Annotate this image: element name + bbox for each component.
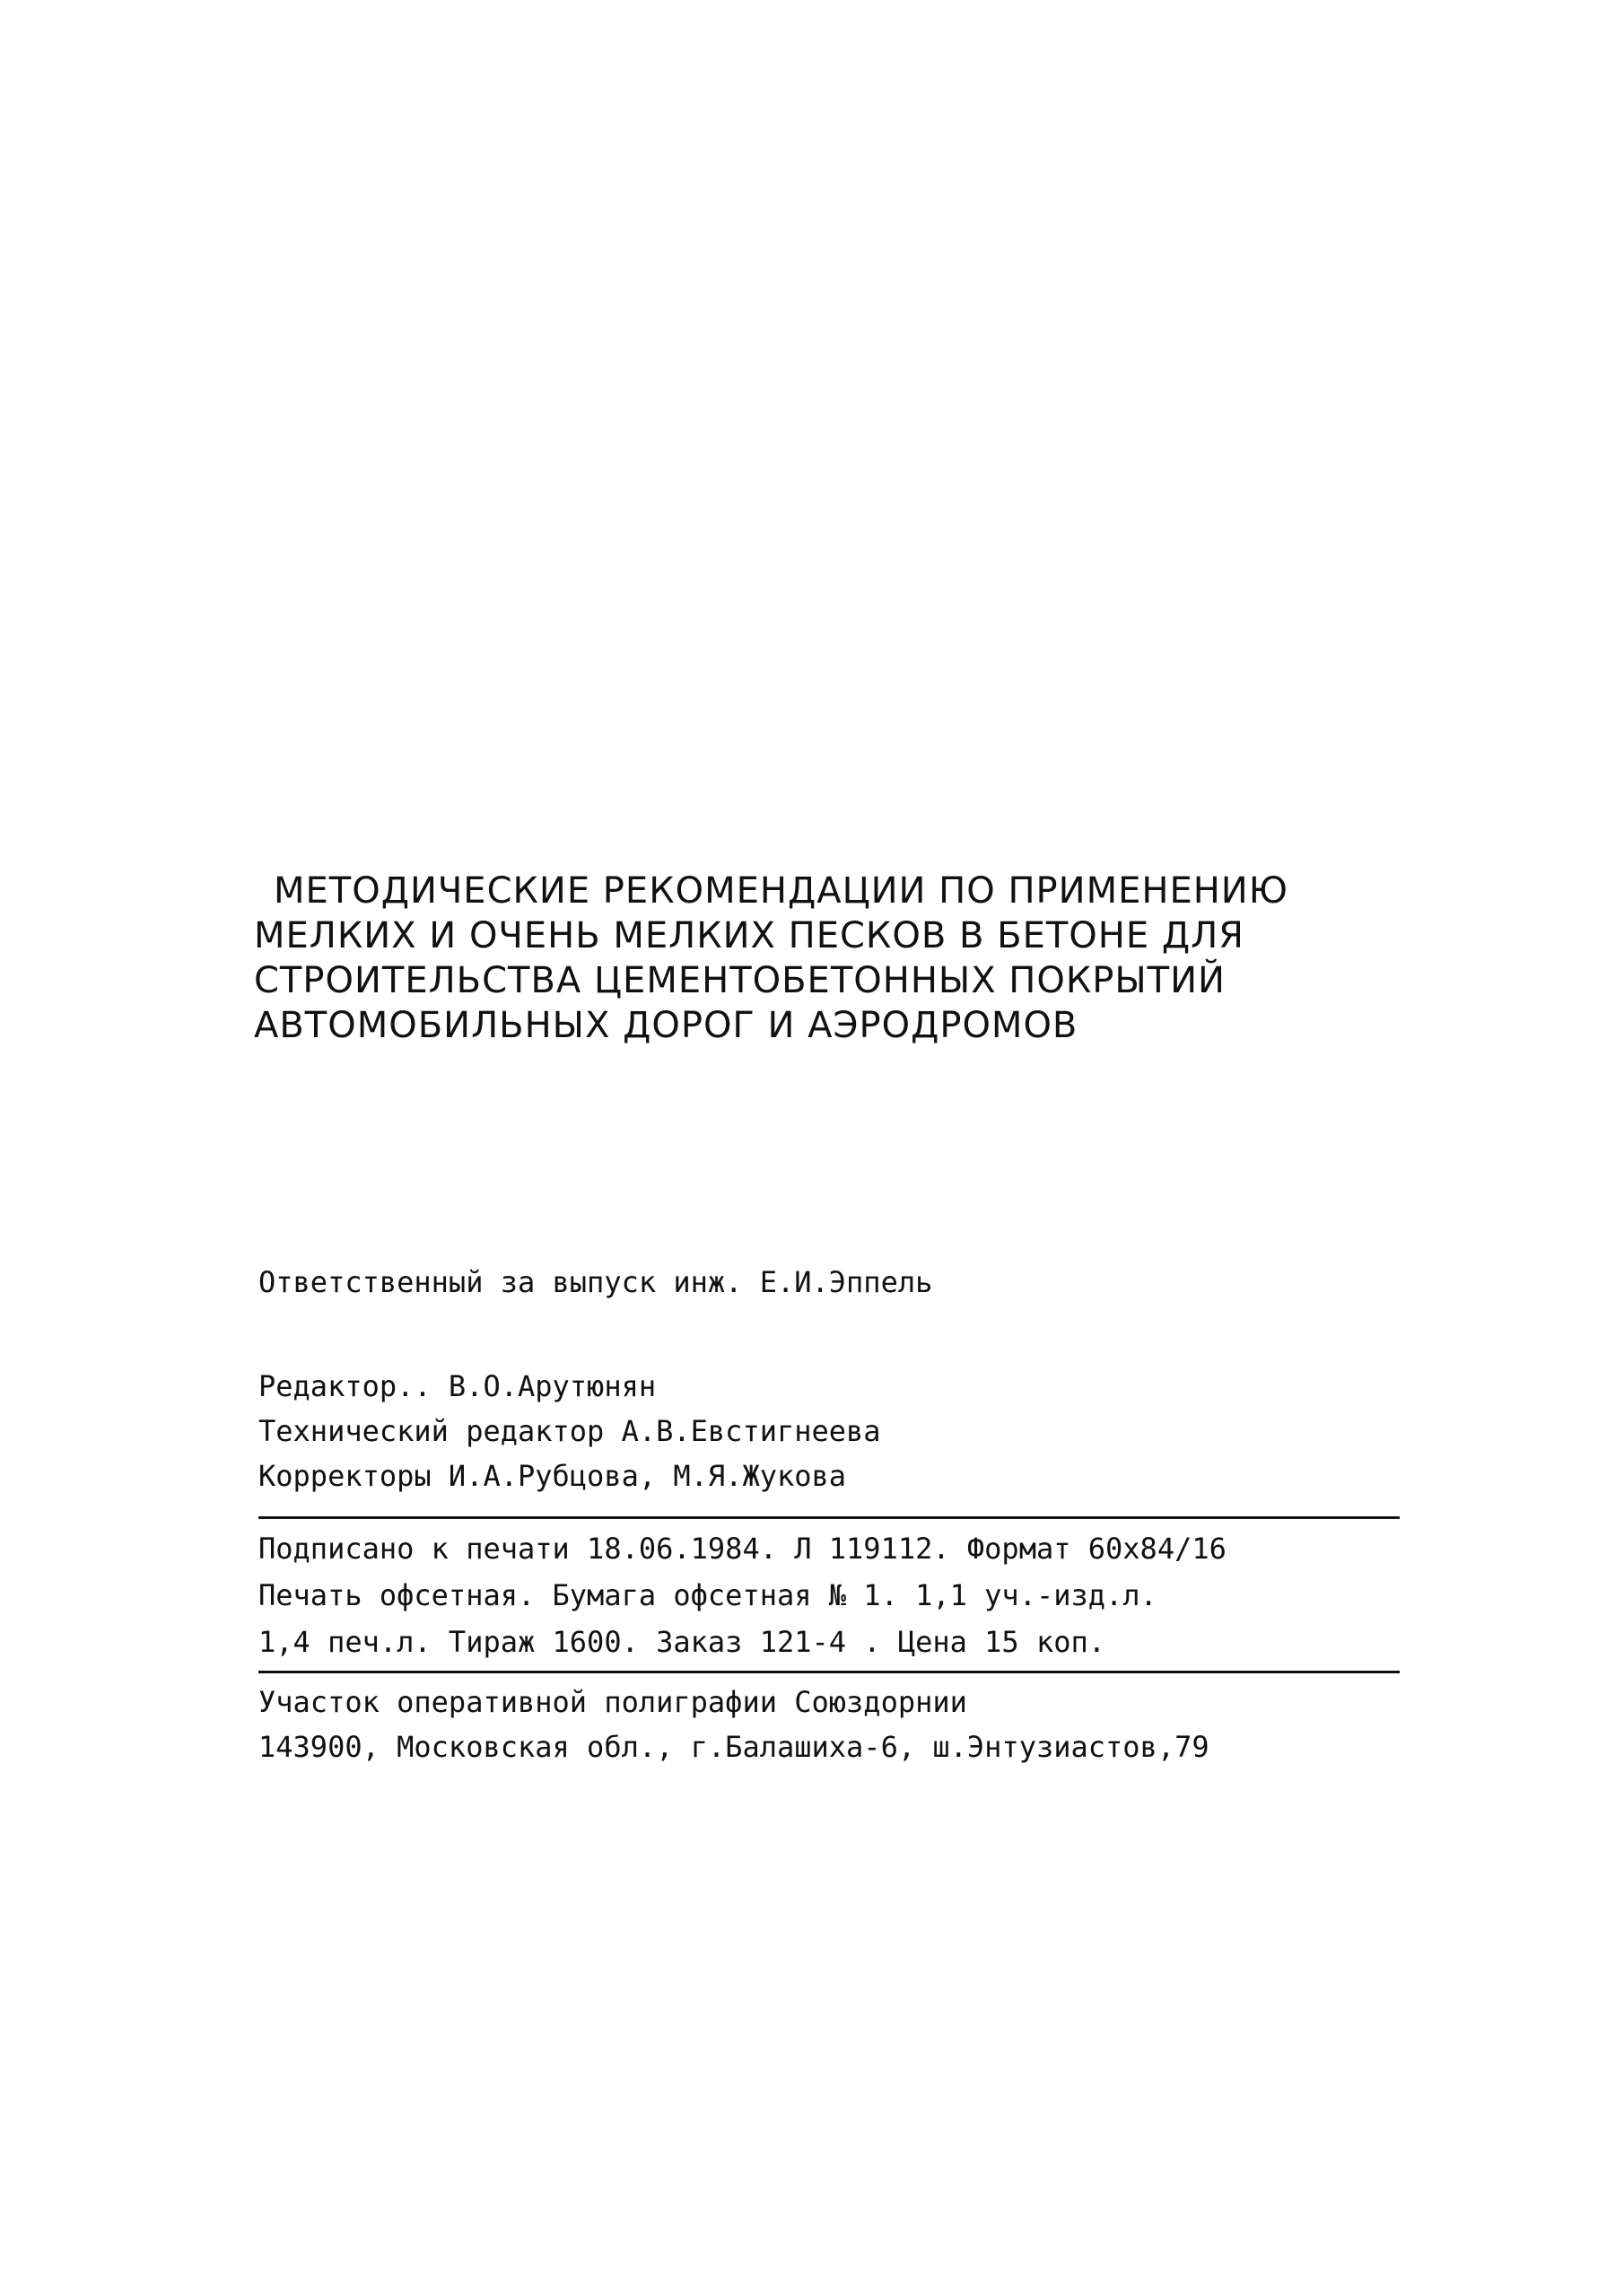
title-line-1: МЕТОДИЧЕСКИЕ РЕКОМЕНДАЦИИ ПО ПРИМЕНЕНИЮ — [274, 870, 1288, 912]
divider-bottom — [258, 1671, 1400, 1673]
document-title — [254, 869, 1420, 1048]
print-info-line-2: Печать офсетная. Бумага офсетная № 1. 1,1 уч.-изд.л. — [258, 1578, 1157, 1612]
editors-block — [258, 1364, 1407, 1498]
print-info-block — [258, 1525, 1407, 1665]
title-line-4: АВТОМОБИЛЬНЫХ ДОРОГ И АЭРОДРОМОВ — [254, 1005, 1078, 1046]
title-line-2: МЕЛКИХ И ОЧЕНЬ МЕЛКИХ ПЕСКОВ В БЕТОНЕ ДЛЯ — [254, 915, 1244, 956]
publisher-block — [258, 1680, 1407, 1769]
print-info-line-3: 1,4 печ.л. Тираж 1600. Заказ 121-4 . Цена 15 коп. — [258, 1625, 1106, 1659]
proofreaders-line: Корректоры И.А.Рубцова, М.Я.Жукова — [258, 1459, 847, 1493]
publisher-line-1: Участок оперативной полиграфии Союздорнии — [258, 1685, 967, 1719]
title-line-3: СТРОИТЕЛЬСТВА ЦЕМЕНТОБЕТОННЫХ ПОКРЫТИЙ — [254, 960, 1226, 1001]
divider-top — [258, 1516, 1400, 1519]
technical-editor-line: Технический редактор А.В.Евстигнеева — [258, 1414, 881, 1448]
publisher-address-line: 143900, Московская обл., г.Балашиха-6, ш.Энтузиастов,79 — [258, 1730, 1209, 1764]
editor-line: Редактор.. В.О.Арутюнян — [258, 1369, 657, 1403]
responsible-person: Ответственный за выпуск инж. Е.И.Эппель — [258, 1265, 933, 1299]
print-info-line-1: Подписано к печати 18.06.1984. Л 119112. Формат 60x84/16 — [258, 1532, 1227, 1566]
